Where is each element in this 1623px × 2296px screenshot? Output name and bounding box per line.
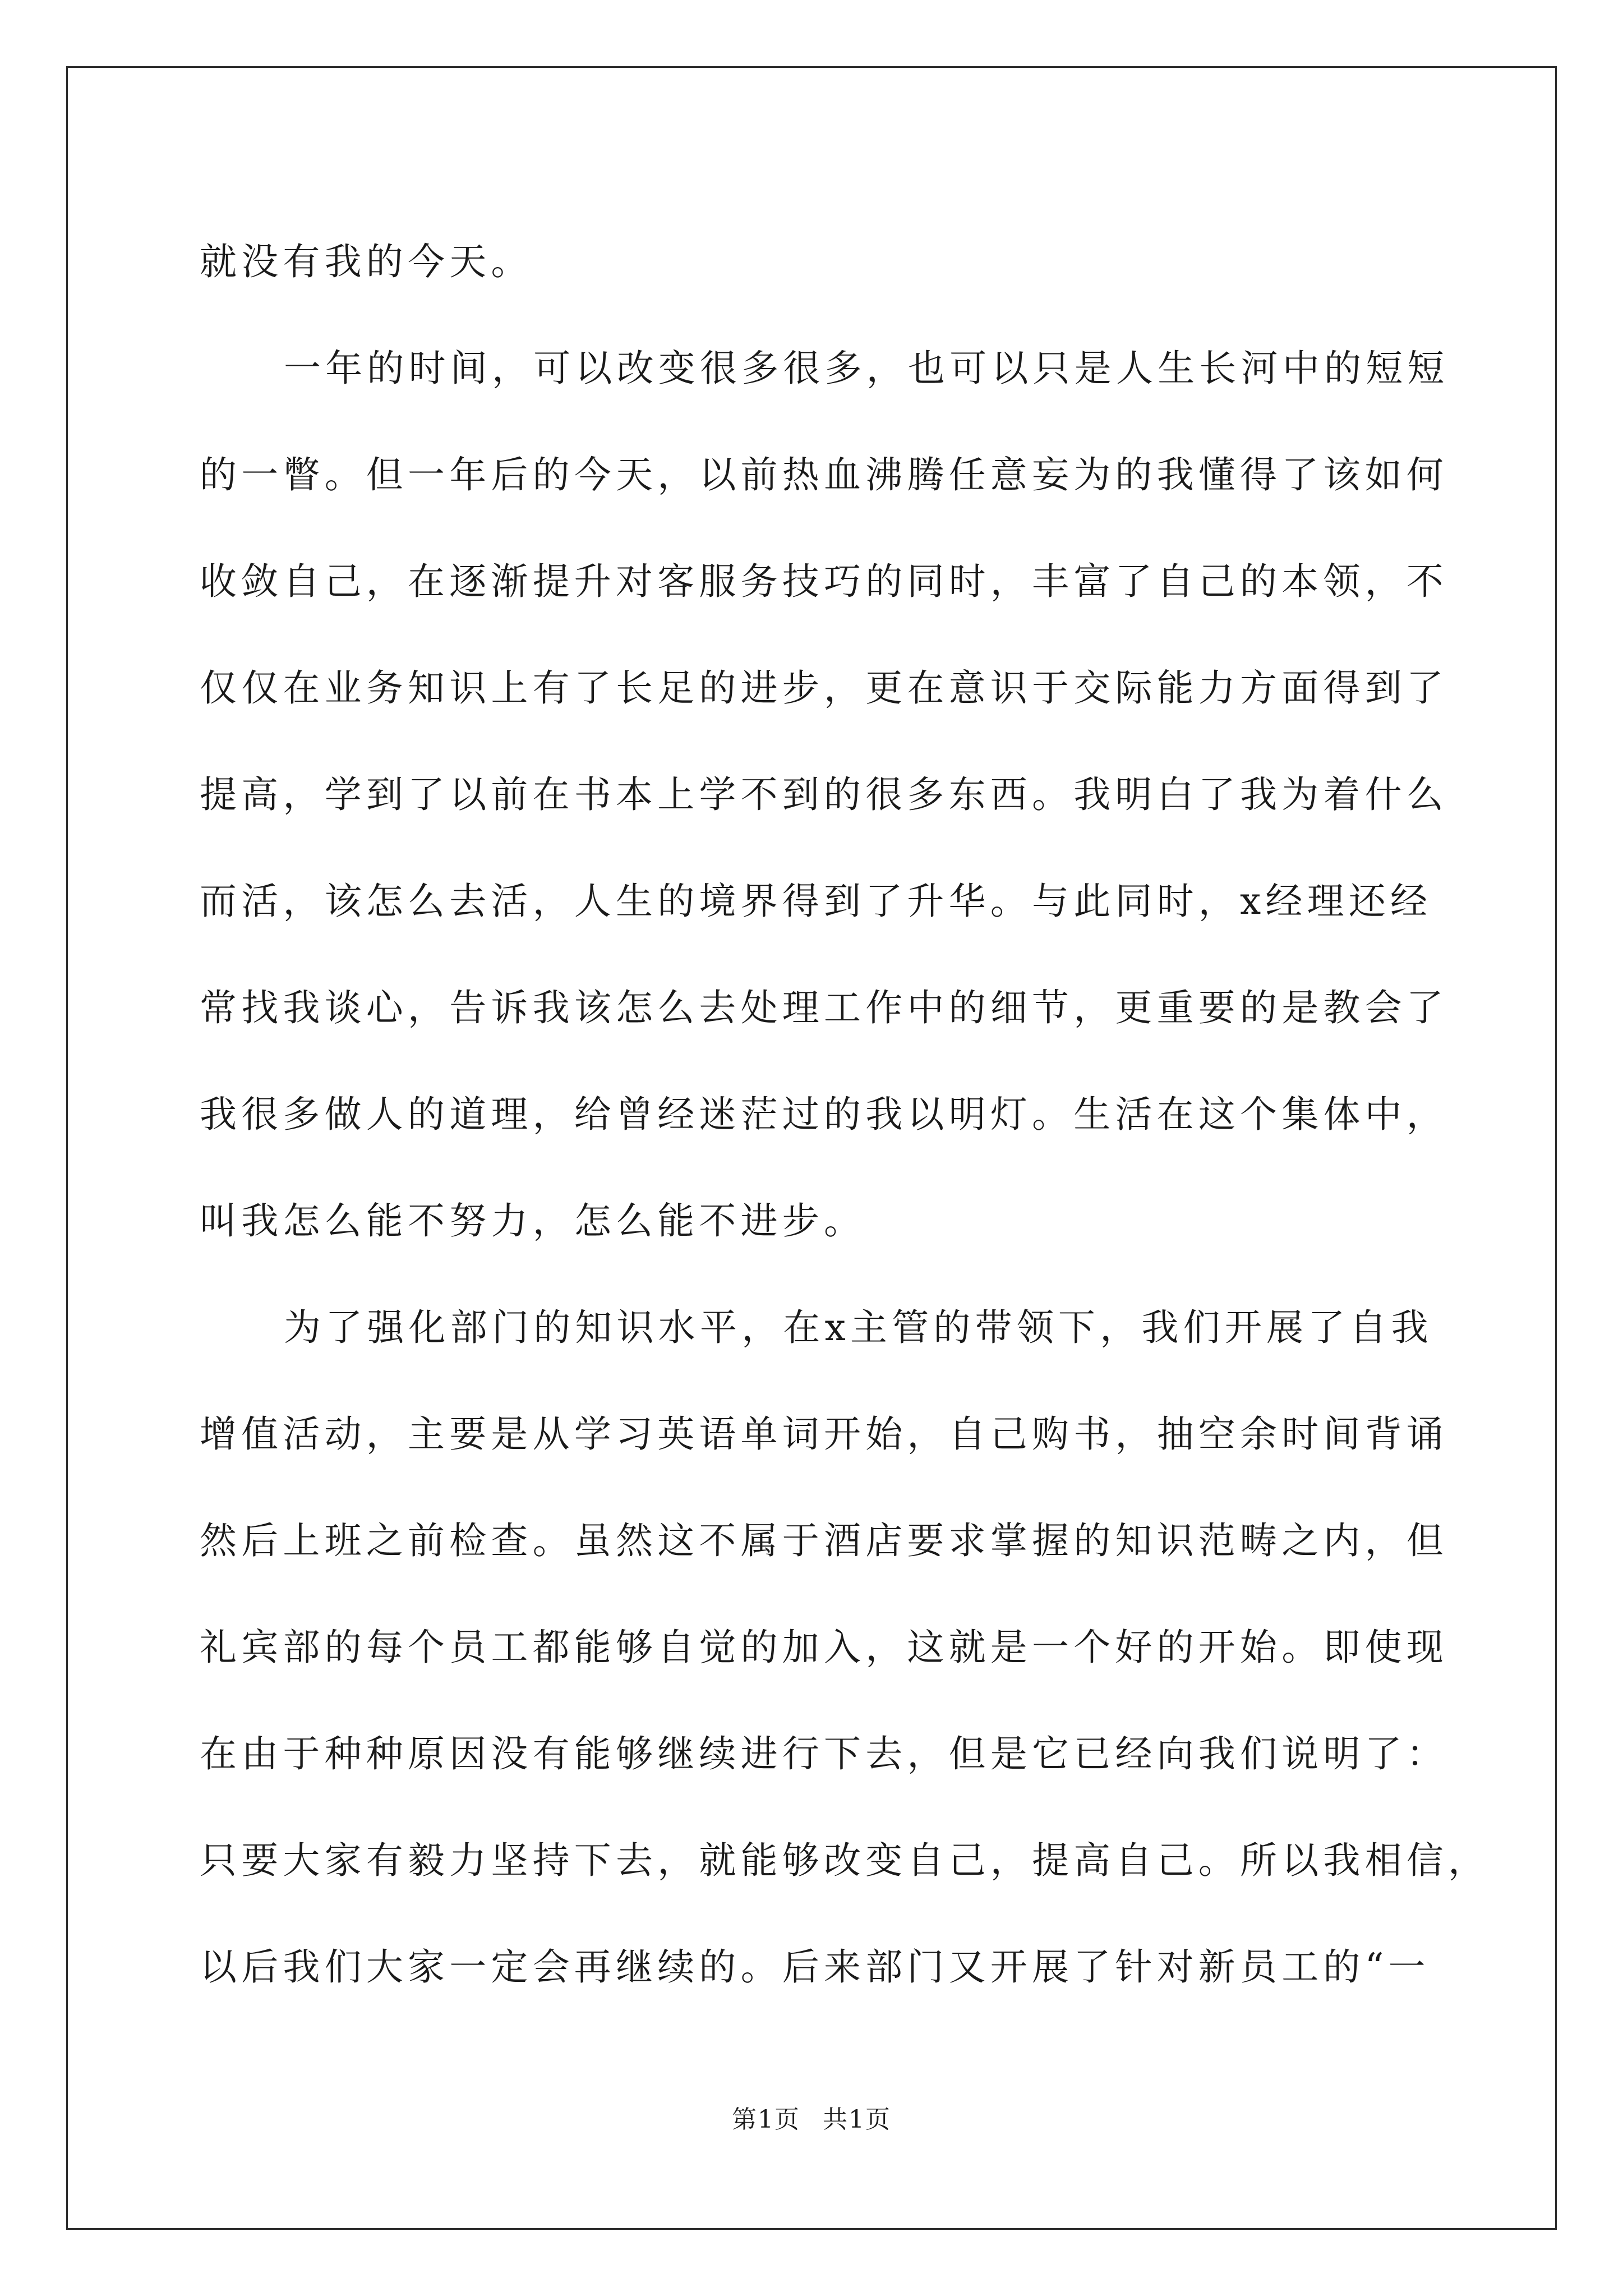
text-line: 就没有我的今天。: [200, 240, 533, 283]
page-total: 共1页: [823, 2105, 891, 2134]
document-body: [200, 209, 1490, 2021]
text-line: 以后我们大家一定会再继续的。后来部门又开展了针对新员工的“一: [200, 1945, 1430, 1989]
text-line: 我很多做人的道理，给曾经迷茫过的我以明灯。生活在这个集体中，: [200, 1093, 1448, 1136]
text-line: 一年的时间，可以改变很多很多，也可以只是人生长河中的短短: [284, 347, 1449, 390]
text-line: 仅仅在业务知识上有了长足的进步，更在意识于交际能力方面得到了: [200, 666, 1448, 710]
page-footer: [0, 2099, 1623, 2135]
text-line: 提高，学到了以前在书本上学不到的很多东西。我明白了我为着什么: [200, 773, 1448, 816]
text-line: 的一瞥。但一年后的今天，以前热血沸腾任意妄为的我懂得了该如何: [200, 453, 1448, 496]
text-line: 叫我怎么能不努力，怎么能不进步。: [200, 1199, 866, 1243]
text-line: 礼宾部的每个员工都能够自觉的加入，这就是一个好的开始。即使现: [200, 1626, 1448, 1669]
text-line: 而活，该怎么去活，人生的境界得到了升华。与此同时，x经理还经: [200, 880, 1432, 923]
paragraph-3: [200, 1274, 1490, 2021]
paragraph-1: [200, 209, 1428, 315]
text-line: 然后上班之前检查。虽然这不属于酒店要求掌握的知识范畴之内，但: [200, 1519, 1448, 1562]
text-line: 在由于种种原因没有能够继续进行下去，但是它已经向我们说明了：: [200, 1732, 1448, 1775]
text-line: 增值活动，主要是从学习英语单词开始，自己购书，抽空余时间背诵: [200, 1412, 1448, 1456]
page-number: 第1页: [732, 2105, 800, 2134]
text-line: 常找我谈心，告诉我该怎么去处理工作中的细节，更重要的是教会了: [200, 986, 1448, 1029]
text-line: 为了强化部门的知识水平，在x主管的带领下，我们开展了自我: [284, 1306, 1433, 1349]
paragraph-2: [200, 315, 1449, 1274]
text-line: 只要大家有毅力坚持下去，就能够改变自己，提高自己。所以我相信，: [200, 1839, 1490, 1882]
text-line: 收敛自己，在逐渐提升对客服务技巧的同时，丰富了自己的本领，不: [200, 560, 1448, 603]
